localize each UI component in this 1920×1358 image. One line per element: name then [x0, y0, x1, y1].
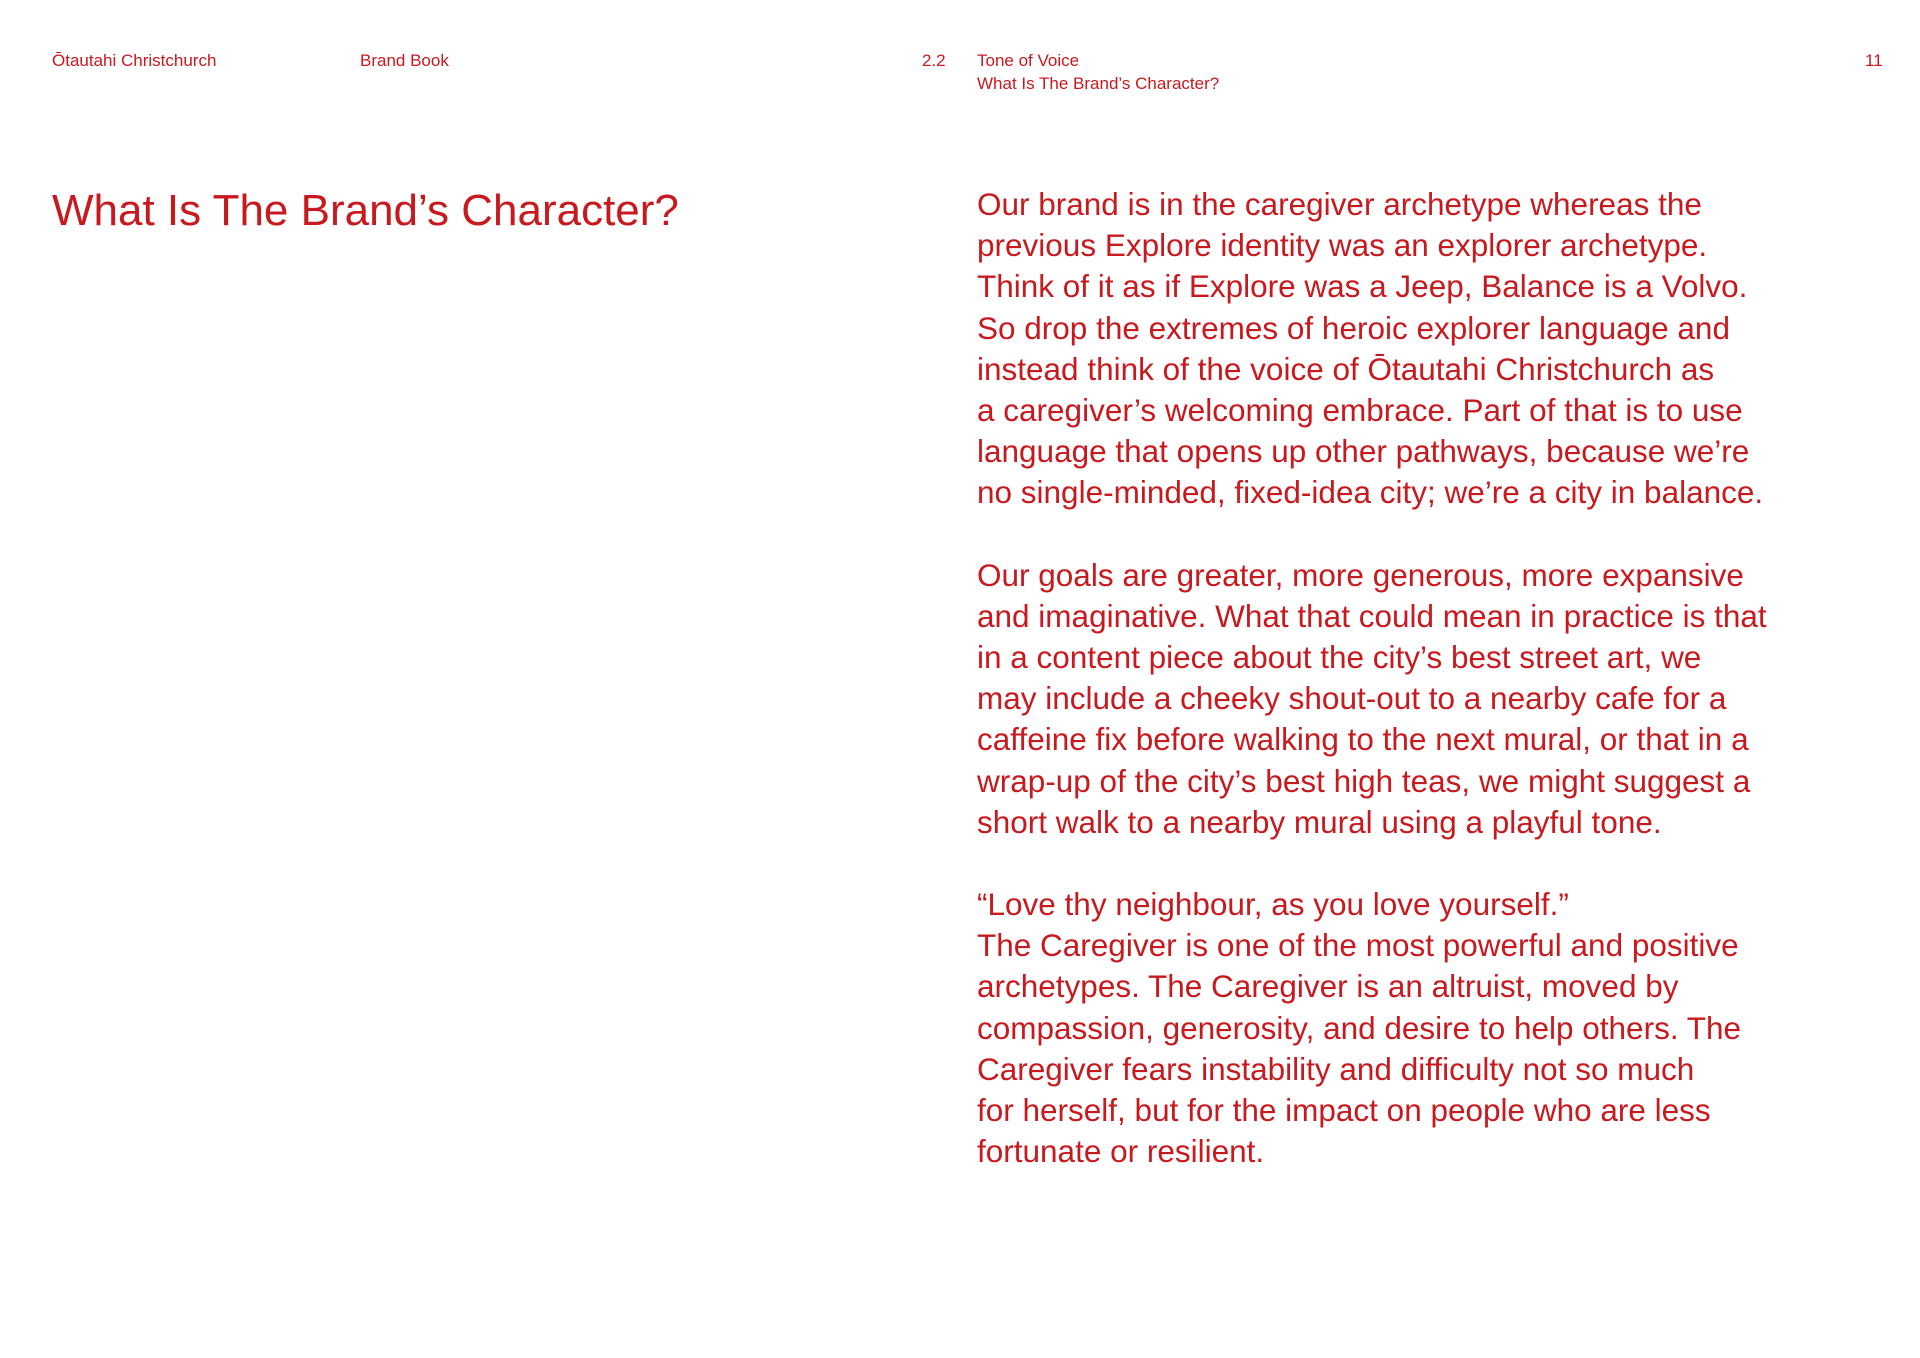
paragraph-line: and imaginative. What that could mean in practice is that — [977, 597, 1767, 634]
paragraph-line: archetypes. The Caregiver is an altruist, moved by — [977, 968, 1679, 1005]
paragraph-line: Caregiver fears instability and difficulty not so much — [977, 1050, 1695, 1087]
paragraph-line: no single-minded, fixed-idea city; we’re a city in balance. — [977, 474, 1764, 511]
paragraph-line: instead think of the voice of Ōtautahi Christchurch as — [977, 350, 1715, 387]
paragraph-caregiver-quote — [977, 884, 1882, 1172]
page-title: What Is The Brand’s Character? — [52, 186, 679, 235]
paragraph-line: for herself, but for the impact on people who are less — [977, 1092, 1711, 1129]
paragraph-line: Our goals are greater, more generous, more expansive — [977, 556, 1744, 593]
paragraph-line: caffeine fix before walking to the next mural, or that in a — [977, 721, 1749, 758]
paragraph-line: short walk to a nearby mural using a playful tone. — [977, 803, 1662, 840]
paragraph-line: language that opens up other pathways, because we’re — [977, 433, 1750, 470]
paragraph-line: Our brand is in the caregiver archetype whereas the — [977, 186, 1702, 222]
header-section-title: Tone of Voice — [977, 51, 1080, 70]
paragraph-line: The Caregiver is one of the most powerful and positive — [977, 927, 1739, 964]
header-subsection-title: What Is The Brand’s Character? — [977, 74, 1220, 93]
paragraph-line: in a content piece about the city’s best street art, we — [977, 639, 1702, 676]
paragraph-goals — [977, 555, 1882, 843]
paragraph-line: previous Explore identity was an explorer archetype. — [977, 227, 1708, 264]
paragraph-line: So drop the extremes of heroic explorer language and — [977, 309, 1730, 346]
paragraph-caregiver-archetype — [977, 184, 1882, 514]
header-brand-name: Ōtautahi Christchurch — [52, 51, 217, 70]
body-copy — [977, 184, 1882, 1213]
paragraph-line: “Love thy neighbour, as you love yourself.” — [977, 886, 1569, 923]
header-section-titles — [977, 49, 1219, 95]
paragraph-line: Think of it as if Explore was a Jeep, Balance is a Volvo. — [977, 268, 1748, 305]
page-number: 11 — [1865, 51, 1883, 70]
paragraph-line: a caregiver’s welcoming embrace. Part of that is to use — [977, 392, 1743, 429]
paragraph-line: wrap-up of the city’s best high teas, we might suggest a — [977, 762, 1751, 799]
paragraph-line: may include a cheeky shout-out to a nearby cafe for a — [977, 680, 1727, 717]
header-document-name: Brand Book — [360, 51, 449, 70]
paragraph-line: compassion, generosity, and desire to help others. The — [977, 1009, 1742, 1046]
paragraph-line: fortunate or resilient. — [977, 1133, 1265, 1170]
header-section-number: 2.2 — [922, 51, 946, 70]
